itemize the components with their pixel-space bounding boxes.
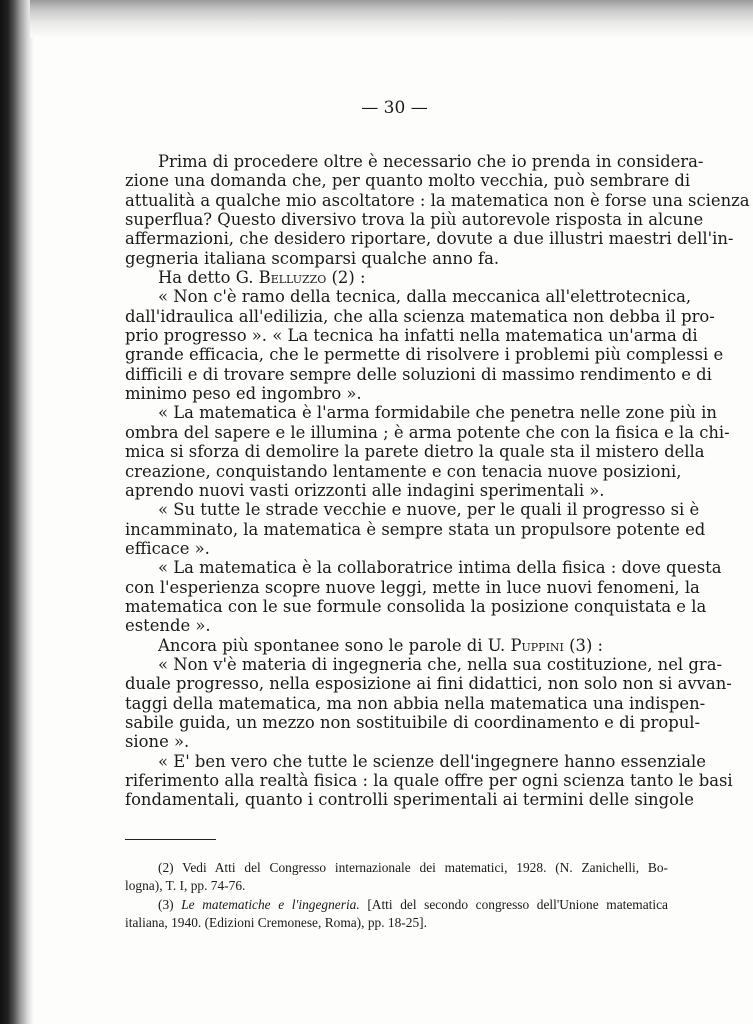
text-line-segment: duale progresso, nella esposizione ai fini didattici, non solo non si avvan- [125, 674, 732, 694]
text-line [125, 268, 670, 287]
text-line [125, 577, 700, 597]
footnote-line-segment: logna), T. I, pp. 74-76. [125, 878, 246, 893]
scan-top-edge [30, 0, 753, 38]
footnote-line-segment: Le matematiche e l'ingegneria. [181, 897, 360, 912]
text-line [125, 558, 722, 578]
text-line [125, 616, 670, 635]
text-line-segment: « Non v'è materia di ingegneria che, nella sua costituzione, nel gra- [158, 654, 723, 674]
text-line [125, 364, 712, 384]
text-line-segment: « Su tutte le strade vecchie e nuove, per le quali il progresso si è [158, 500, 700, 520]
text-line-segment: aprendo nuovi vasti orizzonti alle indagini sperimentali ». [125, 480, 605, 500]
text-line-segment: superflua? Questo diversivo trova la più autorevole risposta in alcune [125, 210, 704, 230]
text-line-segment: attualità a qualche mio ascoltatore : la matematica non è forse una scienza [125, 190, 750, 210]
text-line-segment: incamminato, la matematica è sempre stata un propulsore potente ed [125, 519, 706, 539]
text-line [125, 171, 691, 191]
text-line-segment: « La matematica è l'arma formidabile che penetra nelle zone più in [158, 403, 717, 423]
text-line-segment: dall'idraulica all'edilizia, che alla scienza matematica non debba il pro- [125, 306, 715, 326]
text-line [125, 461, 682, 481]
text-line [125, 384, 670, 403]
text-line-segment: prio progresso ». « La tecnica ha infatti nella matematica un'arma di [125, 326, 698, 346]
footnote-line [125, 859, 668, 877]
text-line [125, 481, 670, 500]
text-line [125, 732, 670, 751]
text-line-segment: taggi della matematica, ma non abbia nella matematica una indispen- [125, 693, 706, 713]
footnote-line-segment: (2) Vedi Atti del Congresso internazionale dei matematici, 1928. (N. Zanichelli, Bo- [158, 860, 668, 875]
text-line-segment: fondamentali, quanto i controlli sperimentali ai termini delle singole [125, 790, 694, 810]
text-line [125, 519, 706, 539]
text-line [125, 751, 706, 771]
text-line-segment: gegneria italiana scomparsi qualche anno fa. [125, 248, 500, 268]
text-line-segment: grande efficacia, che le permette di risolvere i problemi più complessi e [125, 345, 724, 365]
text-line [125, 712, 701, 732]
text-line-segment: creazione, conquistando lentamente e con tenacia nuove posizioni, [125, 461, 682, 481]
text-line-segment: minimo peso ed ingombro ». [125, 384, 362, 404]
text-line-segment: efficace ». [125, 538, 210, 558]
scan-left-edge [0, 0, 34, 1024]
text-line [125, 771, 733, 790]
text-line [125, 596, 707, 616]
text-line-segment: « La matematica è la collaboratrice intima della fisica : dove questa [158, 558, 722, 578]
text-line-segment: Prima di procedere oltre è necessario che io prenda in considera- [158, 152, 704, 171]
text-line-segment: (2) : [326, 268, 366, 288]
text-line [125, 790, 694, 810]
footnote-line-segment: (3) [158, 897, 182, 912]
text-line-segment: Ancora più spontanee sono le parole di U. [158, 635, 511, 655]
text-line [125, 345, 724, 365]
text-line-segment: « E' ben vero che tutte le scienze dell'ingegnere hanno essenziale [158, 751, 706, 771]
text-line [125, 674, 732, 694]
text-line [125, 654, 723, 674]
footnote-line [125, 896, 668, 914]
text-line-segment: « Non c'è ramo della tecnica, dalla meccanica all'elettrotecnica, [158, 287, 692, 307]
text-line-segment: difficili e di trovare sempre delle soluzioni di massimo rendimento e di [125, 364, 712, 384]
text-line [125, 306, 715, 326]
text-line-segment: (3) : [563, 635, 604, 655]
text-line-segment: matematica con le sue formule consolida la posizione conquistata e la [125, 596, 707, 616]
text-line-segment: con l'esperienza scopre nuove leggi, mette in luce nuovi fenomeni, la [125, 577, 700, 597]
text-line-segment: Puppini [510, 635, 564, 655]
text-line [125, 152, 704, 171]
footnote-separator [125, 839, 216, 840]
page-number: — 30 — [361, 98, 428, 118]
text-line-segment: riferimento alla realtà fisica : la quale offre per ogni scienza tanto le basi [125, 771, 733, 790]
footnote-line-segment: italiana, 1940. (Edizioni Cremonese, Roma), pp. 18-25]. [125, 915, 427, 930]
text-line [125, 249, 670, 268]
text-line-segment: zione una domanda che, per quanto molto vecchia, può sembrare di [125, 171, 691, 191]
text-line [125, 693, 706, 713]
text-line [125, 326, 698, 346]
text-line [125, 636, 670, 655]
text-line-segment: ombra del sapere e le illumina ; è arma potente che con la fisica e la chi- [125, 422, 730, 442]
text-line-segment: Ha detto G. [158, 268, 259, 288]
text-line [125, 422, 730, 442]
text-line-segment: Belluzzo [258, 268, 327, 288]
text-line-segment: affermazioni, che desidero riportare, dovute a due illustri maestri dell'in- [125, 229, 734, 249]
footnote-line [125, 914, 668, 932]
text-line [125, 539, 670, 558]
text-line [125, 210, 704, 230]
text-line-segment: sabile guida, un mezzo non sostituibile di coordinamento e di propul- [125, 712, 701, 732]
text-line [125, 287, 692, 307]
text-line [125, 442, 705, 462]
footnote-line [125, 877, 668, 895]
text-line-segment: sione ». [125, 732, 190, 752]
text-line [125, 403, 717, 423]
text-line [125, 500, 700, 520]
footnote-line-segment: [Atti del secondo congresso dell'Unione matematica [359, 897, 668, 912]
footnotes [125, 859, 668, 933]
text-line-segment: mica si sforza di demolire la parete dietro la quale sta il mistero della [125, 442, 705, 462]
text-line-segment: estende ». [125, 616, 211, 636]
text-line [125, 229, 734, 249]
text-line [125, 190, 750, 210]
body-text [125, 152, 750, 810]
